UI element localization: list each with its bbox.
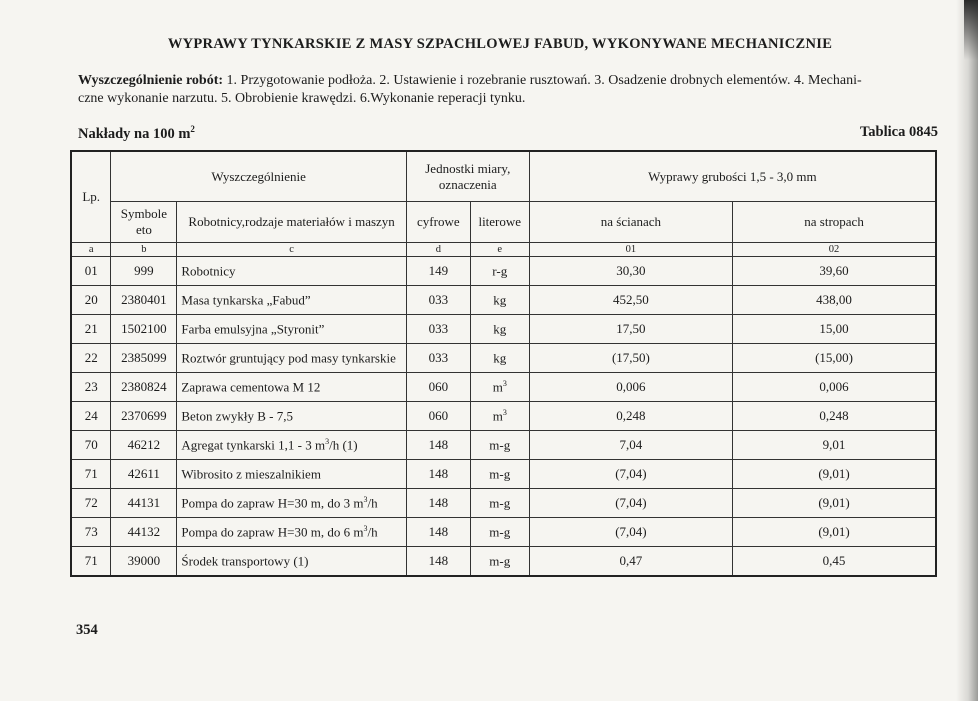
- cell-literowe: [470, 286, 529, 315]
- code-cell: b: [111, 243, 177, 257]
- cell-literowe-text: kg: [493, 321, 507, 337]
- cell-lp: 23: [71, 373, 111, 402]
- description-text-line1: 1. Przygotowanie podłoża. 2. Ustawienie i rozebranie rusztowań. 3. Osadzenie drobnych elementów. 4. Mechani-: [223, 73, 862, 88]
- cell-literowe-text: m: [492, 379, 503, 395]
- cell-name: [177, 402, 406, 431]
- cell-na-stropach: 9,01: [733, 431, 936, 460]
- cell-literowe-sup: 3: [502, 407, 507, 417]
- code-cell: 02: [733, 243, 936, 257]
- cell-name: [177, 315, 406, 344]
- cell-name-text: Roztwór gruntujący pod masy tynkarskie: [181, 350, 396, 366]
- cell-na-stropach: 39,60: [733, 257, 936, 286]
- cell-literowe: [470, 518, 529, 547]
- cell-na-scianach: 0,47: [529, 547, 732, 577]
- cell-cyfrowe: 149: [406, 257, 470, 286]
- cell-symbol: 46212: [111, 431, 177, 460]
- cell-symbol: 39000: [111, 547, 177, 577]
- table-row: [71, 315, 936, 344]
- page-corner-shadow: [964, 0, 978, 60]
- cell-literowe-text: m-g: [489, 524, 511, 540]
- table-body: [71, 257, 936, 577]
- cell-name: [177, 460, 406, 489]
- cell-na-scianach: 30,30: [529, 257, 732, 286]
- cell-literowe: [470, 344, 529, 373]
- cell-na-stropach: 438,00: [733, 286, 936, 315]
- header-jednostki-line2: oznaczenia: [438, 176, 497, 192]
- cell-name: [177, 257, 406, 286]
- table-row: [71, 286, 936, 315]
- cell-symbol: 42611: [111, 460, 177, 489]
- cell-name-text: Środek transportowy (1): [181, 553, 309, 569]
- cell-na-scianach: (7,04): [529, 518, 732, 547]
- cell-name: [177, 431, 406, 460]
- cell-na-stropach: 0,45: [733, 547, 936, 577]
- cell-na-scianach: 0,006: [529, 373, 732, 402]
- table-row: [71, 257, 936, 286]
- cell-symbol: 999: [111, 257, 177, 286]
- cell-symbol: 2370699: [111, 402, 177, 431]
- header-symbole-line1: Symbole: [120, 206, 168, 221]
- cell-literowe: [470, 489, 529, 518]
- cell-na-stropach: (9,01): [733, 489, 936, 518]
- naklady-label: [78, 124, 195, 143]
- cell-lp: 24: [71, 402, 111, 431]
- cell-name-after: /h: [367, 495, 378, 511]
- header-na-stropach: na stropach: [733, 202, 936, 243]
- cell-literowe-text: r-g: [492, 263, 508, 279]
- cell-na-scianach: (17,50): [529, 344, 732, 373]
- cell-symbol: 2380401: [111, 286, 177, 315]
- cell-literowe: [470, 257, 529, 286]
- cell-lp: 72: [71, 489, 111, 518]
- cell-na-scianach: 7,04: [529, 431, 732, 460]
- code-cell: 01: [529, 243, 732, 257]
- cell-name-text: Masa tynkarska „Fabud”: [181, 292, 311, 308]
- header-na-scianach: na ścianach: [529, 202, 732, 243]
- code-cell: d: [406, 243, 470, 257]
- cell-literowe-sup: 3: [502, 378, 507, 388]
- cell-na-scianach: 452,50: [529, 286, 732, 315]
- table-row: [71, 518, 936, 547]
- cell-lp: 73: [71, 518, 111, 547]
- cell-symbol: 1502100: [111, 315, 177, 344]
- cell-literowe: [470, 402, 529, 431]
- cell-name-text: Wibrosito z mieszalnikiem: [181, 466, 321, 482]
- cell-lp: 71: [71, 547, 111, 577]
- cell-literowe-text: m-g: [489, 466, 511, 482]
- cell-literowe: [470, 315, 529, 344]
- cell-symbol: 44131: [111, 489, 177, 518]
- cell-na-stropach: (9,01): [733, 518, 936, 547]
- code-cell: c: [177, 243, 406, 257]
- code-row: [71, 243, 936, 257]
- cell-cyfrowe: 060: [406, 402, 470, 431]
- cell-literowe: [470, 547, 529, 577]
- naklady-text: Nakłady na 100 m: [78, 125, 191, 142]
- description-label: Wyszczególnienie robót:: [78, 73, 224, 88]
- header-row-2: [71, 202, 936, 243]
- cell-cyfrowe: 060: [406, 373, 470, 402]
- header-symbole: [111, 202, 177, 243]
- cell-literowe-text: m: [492, 408, 503, 424]
- cell-literowe-text: m-g: [489, 437, 511, 453]
- cell-lp: 20: [71, 286, 111, 315]
- cell-na-stropach: (9,01): [733, 460, 936, 489]
- document-title: WYPRAWY TYNKARSKIE Z MASY SZPACHLOWEJ FABUD, WYKONYWANE MECHANICZNIE: [167, 36, 833, 52]
- cell-name-text: Robotnicy: [181, 263, 236, 279]
- header-symbole-line2: eto: [135, 222, 152, 237]
- code-cell: a: [71, 243, 111, 257]
- header-jednostki-line1: Jednostki miary,: [425, 160, 511, 176]
- table-row: [71, 547, 936, 577]
- cell-name-after: /h: [367, 524, 378, 540]
- cell-literowe-text: m-g: [489, 495, 511, 511]
- header-lp: Lp.: [71, 151, 111, 243]
- cell-name-sup: 3: [363, 523, 368, 533]
- cell-literowe-text: kg: [493, 350, 507, 366]
- cell-name-text: Pompa do zapraw H=30 m, do 3 m: [181, 495, 364, 511]
- cell-lp: 70: [71, 431, 111, 460]
- header-robotnicy: Robotnicy,rodzaje materiałów i maszyn: [177, 202, 406, 243]
- cell-na-scianach: (7,04): [529, 460, 732, 489]
- code-cell: e: [470, 243, 529, 257]
- cell-na-scianach: 17,50: [529, 315, 732, 344]
- cell-cyfrowe: 148: [406, 460, 470, 489]
- cell-name-text: Farba emulsyjna „Styronit”: [181, 321, 325, 337]
- cell-lp: 71: [71, 460, 111, 489]
- cell-cyfrowe: 148: [406, 547, 470, 577]
- table-row: [71, 489, 936, 518]
- cell-name: [177, 286, 406, 315]
- cell-cyfrowe: 033: [406, 315, 470, 344]
- cell-name-after: /h (1): [329, 437, 358, 453]
- table-row: [71, 344, 936, 373]
- cell-literowe: [470, 460, 529, 489]
- cell-na-scianach: 0,248: [529, 402, 732, 431]
- cell-name-text: Beton zwykły B - 7,5: [181, 408, 293, 424]
- naklady-exponent: 2: [190, 124, 195, 134]
- cell-na-stropach: 15,00: [733, 315, 936, 344]
- cell-na-scianach: (7,04): [529, 489, 732, 518]
- header-wyszczegolnienie: Wyszczególnienie: [111, 151, 406, 202]
- cell-name: [177, 489, 406, 518]
- cell-symbol: 2380824: [111, 373, 177, 402]
- cell-na-stropach: 0,248: [733, 402, 936, 431]
- header-literowe: literowe: [470, 202, 529, 243]
- cell-cyfrowe: 148: [406, 489, 470, 518]
- header-wyprawy: Wyprawy grubości 1,5 - 3,0 mm: [529, 151, 936, 202]
- cell-cyfrowe: 033: [406, 344, 470, 373]
- tablica-label: Tablica 0845: [859, 124, 938, 140]
- page-number: 354: [76, 622, 98, 638]
- cell-lp: 22: [71, 344, 111, 373]
- cell-symbol: 2385099: [111, 344, 177, 373]
- cell-cyfrowe: 033: [406, 286, 470, 315]
- cell-literowe-text: kg: [493, 292, 507, 308]
- cell-name-text: Agregat tynkarski 1,1 - 3 m: [181, 437, 326, 453]
- norms-table: [70, 150, 937, 577]
- cell-name: [177, 547, 406, 577]
- cell-symbol: 44132: [111, 518, 177, 547]
- cell-name: [177, 518, 406, 547]
- description-text-line2: czne wykonanie narzutu. 5. Obrobienie krawędzi. 6.Wykonanie reperacji tynku.: [78, 91, 526, 106]
- table-row: [71, 402, 936, 431]
- work-description: [78, 72, 938, 108]
- table-row: [71, 373, 936, 402]
- cell-lp: 21: [71, 315, 111, 344]
- cell-cyfrowe: 148: [406, 518, 470, 547]
- page-edge-shadow: [956, 0, 978, 701]
- table-row: [71, 460, 936, 489]
- cell-literowe: [470, 373, 529, 402]
- cell-name: [177, 344, 406, 373]
- cell-literowe-text: m-g: [489, 553, 511, 569]
- header-jednostki: [406, 151, 529, 202]
- cell-na-stropach: 0,006: [733, 373, 936, 402]
- cell-literowe: [470, 431, 529, 460]
- cell-name-sup: 3: [325, 436, 330, 446]
- cell-name-text: Pompa do zapraw H=30 m, do 6 m: [181, 524, 364, 540]
- cell-name: [177, 373, 406, 402]
- cell-name-text: Zaprawa cementowa M 12: [181, 379, 321, 395]
- cell-na-stropach: (15,00): [733, 344, 936, 373]
- header-row-1: [71, 151, 936, 202]
- header-cyfrowe: cyfrowe: [406, 202, 470, 243]
- table-row: [71, 431, 936, 460]
- cell-name-sup: 3: [363, 494, 368, 504]
- cell-lp: 01: [71, 257, 111, 286]
- cell-cyfrowe: 148: [406, 431, 470, 460]
